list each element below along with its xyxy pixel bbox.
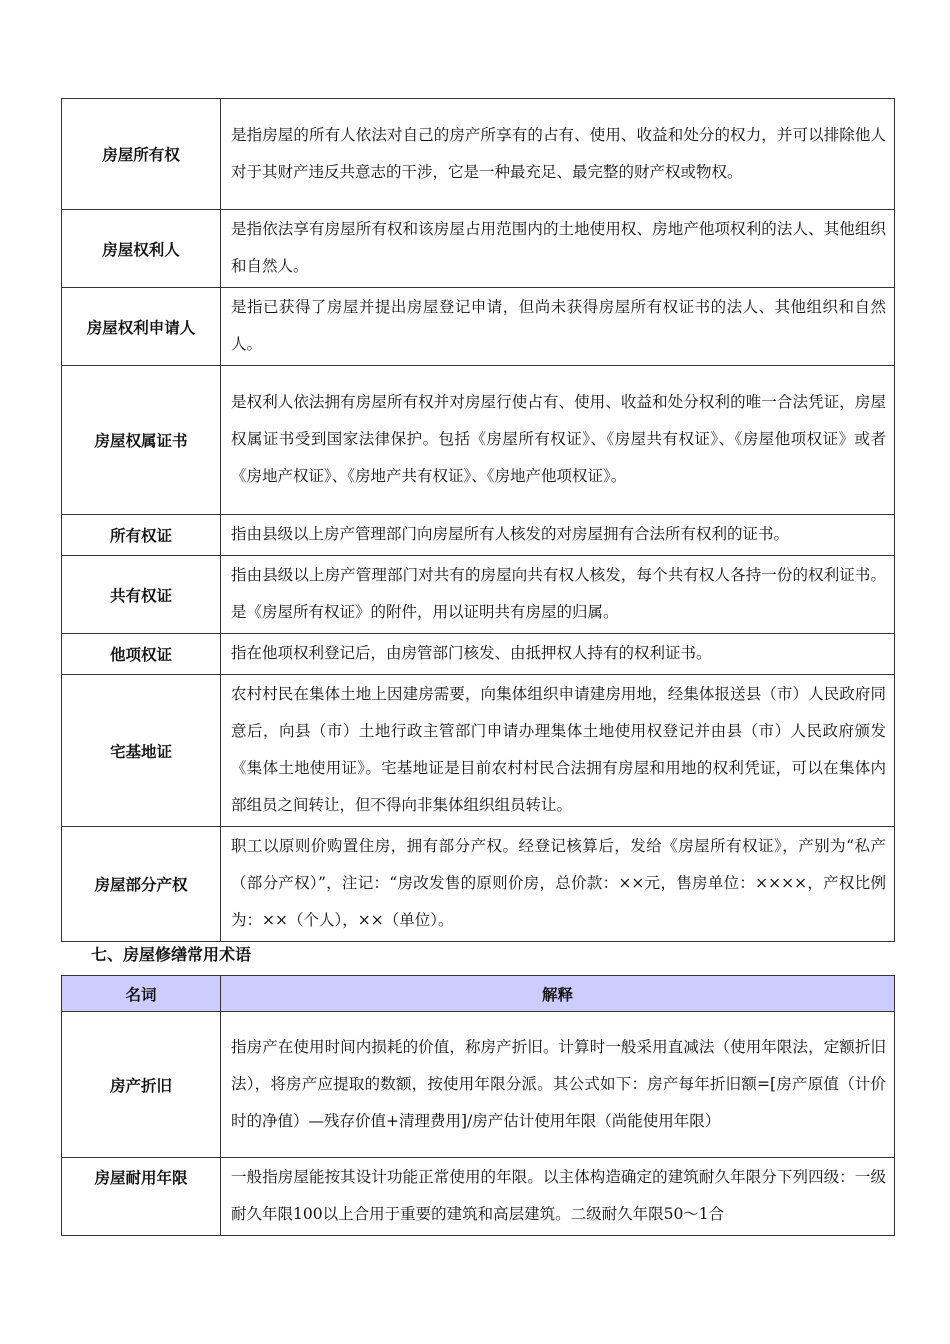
table-row <box>62 99 895 210</box>
term-cell: 宅基地证 <box>62 675 221 827</box>
definition-cell: 是指房屋的所有人依法对自己的房产所享有的占有、使用、收益和处分的权力，并可以排除他人对于其财产违反共意志的干涉，它是一种最充足、最完整的财产权或物权。 <box>221 99 895 210</box>
term-cell: 房产折旧 <box>62 1012 221 1158</box>
term-cell: 房屋部分产权 <box>62 827 221 942</box>
term-cell: 他项权证 <box>62 634 221 675</box>
property-rights-table <box>61 98 895 942</box>
table-row <box>62 675 895 827</box>
definition-cell: 是权利人依法拥有房屋所有权并对房屋行使占有、使用、收益和处分权利的唯一合法凭证，房屋权属证书受到国家法律保护。包括《房屋所有权证》、《房屋共有权证》、《房屋他项权证》或者《房地产权证》、《房地产共有权证》、《房地产他项权证》。 <box>221 366 895 515</box>
repair-terms-table <box>61 975 895 1236</box>
section-heading: 七、房屋修缮常用术语 <box>91 945 252 964</box>
table-row <box>62 556 895 634</box>
column-header-term: 名词 <box>62 976 221 1012</box>
definition-cell: 是指依法享有房屋所有权和该房屋占用范围内的土地使用权、房地产他项权利的法人、其他组织和自然人。 <box>221 210 895 288</box>
table-row <box>62 1158 895 1236</box>
table-row <box>62 210 895 288</box>
definition-cell: 指由县级以上房产管理部门对共有的房屋向共有权人核发，每个共有权人各持一份的权利证书。是《房屋所有权证》的附件，用以证明共有房屋的归属。 <box>221 556 895 634</box>
table-row <box>62 634 895 675</box>
table-row <box>62 366 895 515</box>
definition-cell: 是指已获得了房屋并提出房屋登记申请，但尚未获得房屋所有权证书的法人、其他组织和自然人。 <box>221 288 895 366</box>
term-cell: 共有权证 <box>62 556 221 634</box>
definition-cell: 指房产在使用时间内损耗的价值，称房产折旧。计算时一般采用直减法（使用年限法，定额折旧法），将房产应提取的数额，按使用年限分派。其公式如下：房产每年折旧额=[房产原值（计价时的净值）—残存价值+清理费用]/房产估计使用年限（尚能使用年限） <box>221 1012 895 1158</box>
table-row <box>62 288 895 366</box>
term-cell: 房屋耐用年限 <box>62 1158 221 1236</box>
term-cell: 所有权证 <box>62 515 221 556</box>
definition-cell: 农村村民在集体土地上因建房需要，向集体组织申请建房用地，经集体报送县（市）人民政府同意后，向县（市）土地行政主管部门申请办理集体土地使用权登记并由县（市）人民政府颁发《集体土地使用证》。宅基地证是目前农村村民合法拥有房屋和用地的权利凭证，可以在集体内部组员之间转让，但不得向非集体组织组员转让。 <box>221 675 895 827</box>
table-row <box>62 515 895 556</box>
table-row <box>62 827 895 942</box>
definition-cell: 一般指房屋能按其设计功能正常使用的年限。以主体构造确定的建筑耐久年限分下列四级：一级耐久年限100以上合用于重要的建筑和高层建筑。二级耐久年限50～1合 <box>221 1158 895 1236</box>
column-header-explanation: 解释 <box>221 976 895 1012</box>
term-cell: 房屋权利申请人 <box>62 288 221 366</box>
table-row <box>62 1012 895 1158</box>
definition-cell: 指由县级以上房产管理部门向房屋所有人核发的对房屋拥有合法所有权利的证书。 <box>221 515 895 556</box>
term-cell: 房屋权属证书 <box>62 366 221 515</box>
term-cell: 房屋权利人 <box>62 210 221 288</box>
definition-cell: 职工以原则价购置住房，拥有部分产权。经登记核算后，发给《房屋所有权证》，产别为“私产（部分产权）”，注记：“房改发售的原则价房，总价款：××元，售房单位：××××，产权比例为：××（个人），××（单位）。 <box>221 827 895 942</box>
definition-cell: 指在他项权利登记后，由房管部门核发、由抵押权人持有的权利证书。 <box>221 634 895 675</box>
table-header-row <box>62 976 895 1012</box>
term-cell: 房屋所有权 <box>62 99 221 210</box>
